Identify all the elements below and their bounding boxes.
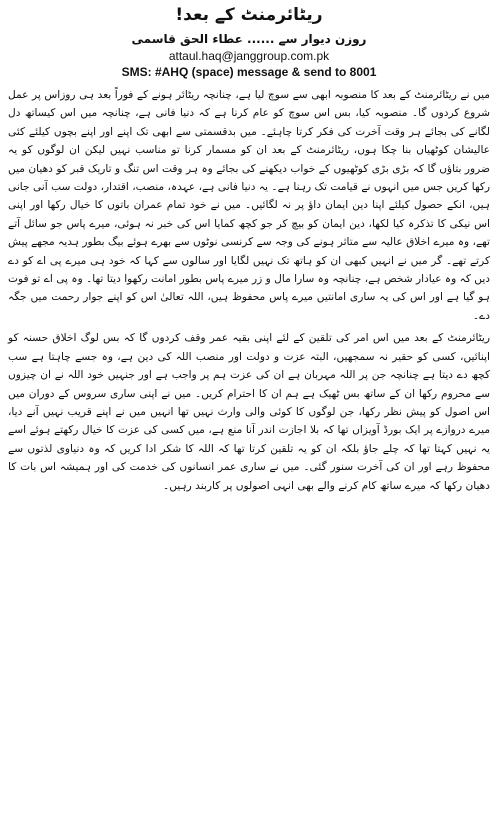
paragraph: میں نے ریٹائرمنٹ کے بعد کا منصوبہ ابھی سے سوچ لیا ہے، چنانچہ ریٹائر ہونے کے فوراً بعد ہی روزاس پر عمل شروع کردوں گا۔ منصوبہ کیا، بس اس سوچ کو عام کرنا ہے کہ دنیا فانی ہے، چنانچہ میں اس کیساتھ دل لگانے کی بجائے ہر وقت آخرت کی فکر کرتا چاہئے۔ میں بدقسمتی سے ابھی تک اپنے اور اپنے بچوں کیلئے کئی عالیشان کوٹھیاں بنا چکا ہوں، ریٹائرمنٹ کے بعد ان کو مسمار کرنا تو مناسب نہیں لیکن ان لوگوں کو یہ ضرور بتاؤں گا کہ بڑی بڑی کوٹھیوں کے خواب دیکھنے کی بجائے وہ ہر وقت اس تنگ و تاریک قبر کو دھیان میں رکھا کریں جس میں انہوں نے قیامت تک رہنا ہے۔ یہ دنیا فانی ہے، عہدہ، منصب، اقتدار، دولت سب آنی جانی ہیں، انکے حصول کیلئے اپنا دین ایمان داؤ پر نہ لگائیں۔ میں نے خود تمام عمران باتوں کا خیال رکھا اور اپنی اس نیکی کا تذکرہ کیا لکھا، دین ایمان کو بیچ کر جو کچھ کمایا اس کی خبر نہ ہوئی، میرے پاس جو سائل آتے تھے، وہ میرے اخلاق عالیہ سے متاثر ہونے کی وجہ سے کرنسی نوٹوں سے بھرے ہوئے بیگ بطور ہدیہ مجھے پیش کرتے تھے۔ گر میں نے انہیں کبھی ان کو ہاتھ تک نہیں لگایا اور سالوں سے کہا کہ خود ہی میرے پی اے کو دے دیں کہ وہ عیادار شخص ہے، چنانچہ وہ سارا مال و زر میرے پاس بطور امانت رکھوا دیتا تھا۔ وہ پی اے تو فوت ہو گیا ہے اور اس کی یہ ساری امانتیں میرے پاس محفوظ ہیں، اللہ تعالیٰ اس کو اپنے جوار رحمت میں جگہ دے۔: [8, 89, 490, 322]
article-title: ریٹائرمنٹ کے بعد!: [175, 5, 323, 25]
article-body: [8, 86, 490, 495]
article-header: [8, 30, 490, 80]
author-email: attaul.haq@janggroup.com.pk: [168, 49, 330, 63]
sms-line: SMS: #AHQ (space) message & send to 8001: [121, 65, 377, 79]
author-byline: روزن دیوار سے ...... عطاء الحق قاسمی: [131, 32, 367, 46]
paragraph: ریٹائرمنٹ کے بعد میں اس امر کی تلقین کے لئے اپنی بقیہ عمر وقف کردوں گا کہ بس لوگ اخلاق حسنہ کو اپنائیں، کسی کو حقیر نہ سمجھیں، البتہ عزت و دولت اور منصب اللہ کی دین ہے، وہ جسے چاہتا ہے سب کچھ دے دیتا ہے چنانچہ جن پر اللہ مہربان ہے ان کی عزت ہم پر واجب ہے اور جنہیں خود اللہ نے ان چیزوں سے محروم رکھا ان کے ساتھ بس ٹھیک ہے ہم ان کا احترام کریں۔ میں نے اپنی ساری سروس کے دوران میں اس اصول کو پیش نظر رکھا، جن لوگوں کا کوئی والی وارث نہیں تھا انہیں میں نے اپنے قریب نہیں آنے دیا، میرے دروازے پر ایک بورڈ آویزاں تھا کہ بلا اجازت اندر آنا منع ہے، میں کسی کی عزت کا خیال رکھتے ہوئے اسے یہ نہیں کہتا تھا کہ چلے جاؤ بلکہ ان کو یہ تلقین کرتا تھا کہ اللہ کا شکر ادا کریں کہ وہ دنیاوی لذتوں سے محفوظ رہے اور ان کی آخرت سنور گئی۔ میں نے ساری عمر انسانوں کی خدمت کی اور ہمیشہ اس بات کا دھیان رکھا کہ میرے ساتھ کام کرنے والے بھی انہی اصولوں پر کاربند رہیں۔: [8, 332, 490, 492]
